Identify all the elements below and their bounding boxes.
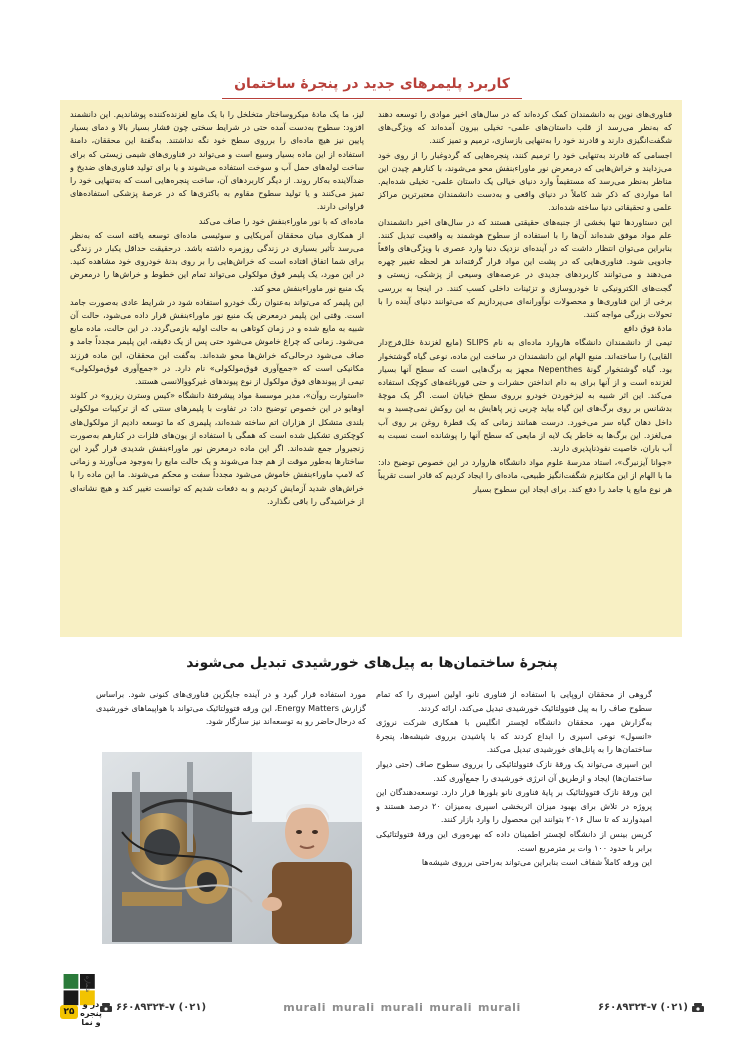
paragraph: این دستاوردها تنها بخشی از جنبه‌های حقیقتی هستند که در سال‌های اخیر دانشمندان علم مواد موفق شده‌اند آن‌ها را با استفاده از سطوح هوشمند به واقعیت تبدیل کنند. بنابراین می‌توان انتظار داشت که در آینده‌ای نزدیک دنیا وارد عصری با ویژگی‌های واقعاً جادویی شود. فناوری‌هایی که در پشت این مواد قرار گرفته‌اند هر لحظه تغییر چهره می‌دهند و می‌توانند کاربردهای جدیدی در عرصه‌های وسیعی از پزشکی، زیستی و گجت‌های الکترونیکی تا خودروسازی و تزئینات داخلی کسب کنند. در اینجا به بررسی برخی از این فناوری‌ها و محصولات نوآورانه‌ای می‌پردازیم که می‌توانند دنیای آینده را با تحولات بزرگی مواجه کنند.	[378, 216, 672, 320]
brand-logo: murali	[331, 1000, 375, 1014]
paragraph: «جوانا آیزنبرگ»، استاد مدرسۀ علوم مواد دانشگاه هاروارد در این خصوص توضیح داد: ما با الهام از این مکانیزم شگفت‌انگیز طبیعی، ماده‌ای را ایجاد کردیم که قادر است تقریباً هر نوع مایع یا جامد را دفع کند. برای ایجاد این سطوح بسیار	[378, 457, 672, 494]
brand-logo: murali	[429, 1000, 473, 1014]
paragraph: تیمی از دانشمندان دانشگاه هاروارد ماده‌ای به نام SLIPS (مایع لغزندۀ خلل‌فرج‌دار القایی) را ساخته‌اند. منبع الهام این دانشمندان در ساخت این ماده، نوعی گیاه گوشتخوار بود. گیاه گوشتخوار گونۀ Nepenthes مجهز به برگ‌هایی است که سطح آنها بسیار لغزنده است و از آنها برای به دام انداختن حشرات و حتی قورباغه‌های کوچک استفاده می‌کند. این اثر شبیه به لیزخوردن خودرو برروی سطح خیابان است. اگر یک موچۀ بدشانس بر روی برگ‌های این گیاه بیاید چربی زیر پاهایش به این روکش نمی‌چسبد و به داخل دهان گیاه سر می‌خورد. درست همانند زمانی که یک قطرۀ روغن بر روی آب می‌لغزد. این برگ‌ها به خاطر یک لایه از مایعی که سطح آنها را پوشانده است نسبت به آب باران، خاصیت نفوذناپذیری دارند.	[378, 337, 672, 454]
paragraph: کریس بینس از دانشگاه لچستر اطمینان داده که بهره‌وری این ورقۀ فتوولتائیکی برابر با حدود ۱۰۰ وات بر مترمربع است.	[376, 828, 652, 853]
paragraph: «استوارت روآن»، مدیر موسسۀ مواد پیشرفتۀ دانشگاه «کیس وسترن ریزرو» در کلوند اوهایو در این خصوص توضیح داد: در تفاوت با پلیمرهای سنتی که از ترکیبات مولکولی بلندی متشکل از هزاران اتم ساخته شده‌اند، پلیمری که ما توسعه دادیم از مولکول‌های کوچکتری تشکیل شده است که همگی با استفاده از یون‌های فلزات در کنارهم به‌صورت زنجیروار جمع شده‌اند. اگر این ماده درمعرض نور ماوراءبنفش شدیدی قرار گیرد این ساختارها به‌طور موقت از هم جدا می‌شوند و یک حالت مایع را به‌وجود می‌آورند و زمانی که لامپ ماوراءبنفش خاموش می‌شود مجدداً سفت و محکم می‌شوند. ما این ماده را با خراش‌های شدید آزمایش کردیم و به دفعات شدیم که توانست تغییر کند و هیچ نشانه‌ای از خراشیدگی را باقی نگذارد.	[70, 390, 364, 506]
phone-icon	[692, 1003, 704, 1012]
article1-left-column	[70, 108, 364, 629]
paragraph: این ورقه کاملاً شفاف است بنابراین می‌تواند به‌راحتی برروی شیشه‌ها	[421, 857, 652, 868]
paragraph: فناوری‌های نوین به دانشمندان کمک کرده‌اند که در سال‌های اخیر موادی را توسعه دهند که به‌نظر می‌رسد از قلب داستان‌های علمی- تخیلی بیرون آمده‌اند که ویژگی‌های شگفت‌انگیزی دارند و قادرند خود را به‌تنهایی بازسازی، ترمیم و تمیز کنند.	[378, 109, 672, 146]
brand-strip	[283, 1001, 520, 1014]
article1-title: کاربرد پلیمرهای جدید در پنجرۀ ساختمان	[234, 76, 510, 92]
brand-logo: murali	[478, 1000, 521, 1014]
brand-logo: murali	[380, 1000, 424, 1014]
paragraph: گروهی از محققان اروپایی با استفاده از فناوری نانو، اولین اسپری را که تمام سطوح صاف را به پیل فتوولتائیک خورشیدی تبدیل می‌کند، ارائه کردند.	[376, 689, 652, 713]
paragraph: اجسامی که قادرند به‌تنهایی خود را ترمیم کنند، پنجره‌هایی که گردوغبار را از روی خود می‌زدایند و خراش‌هایی که درمعرض نور ماوراءبنفش محو می‌شوند، با کنارهم چیدن این مناظر به‌نظر می‌رسد که مستقیماً وارد دنیای خیالی یک داستان علمی- تخیلی شده‌ایم. اما مواردی که ذکر شد کاملاً در دنیای واقعی و به‌دست دانشمندان معتبرترین مراکز علمی و تحقیقاتی دنیا ساخته شده‌اند.	[378, 149, 672, 213]
paragraph: این پلیمر که می‌تواند به‌عنوان رنگ خودرو استفاده شود در شرایط عادی به‌صورت جامد است. وقتی این پلیمر درمعرض یک منبع نور ماوراءبنفش قرار داده می‌شود، حالت آن شبیه به مایع شده و در زمان کوتاهی به حالت اولیه بازمی‌گردد. در این حالت، ماده مایع می‌شود. زمانی که چراغ خاموش می‌شود حتی پس از یک دقیقه، این پلیمر مجدداً جامد و صاف می‌شود درحالی‌که خراش‌ها محو شده‌اند. به‌گفت این محققان، این ماده فرزند مکانیکی است که «جمع‌آوری فوق‌مولکولی» نام دارد. در «جمع‌آوری فوق‌مولکولی» تیمی از پیوندهای فوق مولکول از نوع پیوندهای غیرکووالانسی هستند.	[70, 296, 364, 387]
paragraph: لیز، ما یک مادۀ میکروساختار متخلخل را با یک مایع لغزنده‌کننده پوشاندیم. این دانشمند افزود: سطوح به‌دست آمده حتی در شرایط سختی چون فشار بسیار بالا و دمای بسیار پایین نیز هیچ ماده‌ای را برروی سطح خود نگه نداشتند. به‌گفتۀ این محققان، دامنۀ استفاده از این ماده بسیار وسیع است و می‌تواند در فناوری‌های شیمی زیستی که برای ساخت لوله‌های حمل آب و سوخت استفاده می‌شوند و یا برای تولید فناوری‌های ضدیخ و ضدآلاینده به‌کار روند. از دیگر کاربردهای آن، ساخت پنجره‌هایی است که به‌تنهایی خود را تمیز می‌کنند و یا تولید سطوح مقاوم به باکتری‌ها که در عرصۀ پزشکی استفاده‌های فراوانی دارند.	[70, 109, 364, 212]
page-footer	[100, 996, 704, 1018]
paragraph: این اسپری می‌تواند یک ورقۀ نازک فتوولتائیکی را برروی سطوح صاف (حتی دیوار ساختمان‌ها) ایجاد و ازطریق آن انرژی خورشیدی را جمع‌آوری کند.	[376, 758, 652, 783]
article1-right-column	[378, 108, 672, 629]
paragraph: به‌گزارش مهر، محققان دانشگاه لچستر انگلیس با همکاری شرکت نروژی «انسول» نوعی اسپری را ابداع کردند که با پاشیدن برروی شیشه‌ها، پنجرۀ ساختمان‌ها را به پانل‌های خورشیدی تبدیل می‌کند.	[376, 717, 652, 755]
footer-phone-right	[598, 1002, 704, 1013]
brand-logo: murali	[283, 1000, 326, 1014]
footer-phone-left	[100, 1002, 206, 1013]
magazine-name: در و پنجره و نما	[80, 1000, 102, 1027]
article2-title: پنجرۀ ساختمان‌ها به پیل‌های خورشیدی تبدیل می‌شوند	[186, 655, 558, 671]
issue-label: شماره	[84, 976, 91, 993]
article2-left-column	[96, 688, 366, 748]
phone-number: (۰۲۱) ۶۶۰۸۹۳۲۴-۷	[597, 1001, 688, 1013]
paragraph: از همکاری میان محققان آمریکایی و سوئیسی ماده‌ای توسعه یافته است که به‌نظر می‌رسد تأثیر بسیاری در زندگی روزمره داشته باشد. درحقیقت حداقل یکبار در زندگی برای شما اتفاق افتاده است که خراش‌هایی را بر روی بدنۀ خودروی خود مشاهده کنید. در این مورد، یک پلیمر فوق مولکولی می‌تواند تمام این خطوط و خراش‌ها را درمعرض یک منبع نور ماوراءبنفش محو کند.	[70, 229, 364, 293]
article1-title-bar	[222, 70, 522, 99]
subheading: ماده‌ای که با نور ماوراءبنفش خود را صاف می‌کند	[198, 215, 364, 226]
subheading: مادۀ فوق دافع	[623, 323, 672, 334]
article1-body	[60, 100, 682, 637]
researcher-photo	[102, 752, 362, 944]
phone-number: (۰۲۱) ۶۶۰۸۹۳۲۴-۷	[116, 1001, 207, 1013]
paragraph: این ورقۀ نازک فتوولتائیک بر پایۀ فناوری نانو بلورها قرار دارد. توسعه‌دهندگان این پروژه در تلاش برای بهبود میزان اثربخشی اسپری به‌میزان ۲۰ درصد هستند و امیدوارند که تا سال ۲۰۱۶ بتوانند این محصول را وارد بازار کنند.	[376, 787, 652, 825]
paragraph: مورد استفاده قرار گیرد و در آینده جایگزین فناوری‌های کنونی شود. براساس گزارش Energy Matters، این ورقه فتوولتائیک می‌تواند با هواپیماهای خورشیدی که درحال‌حاضر رو به توسعه‌اند نیز سازگار شود.	[96, 689, 366, 727]
article2-right-column	[376, 688, 652, 946]
researcher-photo-image	[102, 752, 362, 944]
page-number: ۲۵	[60, 1005, 78, 1019]
